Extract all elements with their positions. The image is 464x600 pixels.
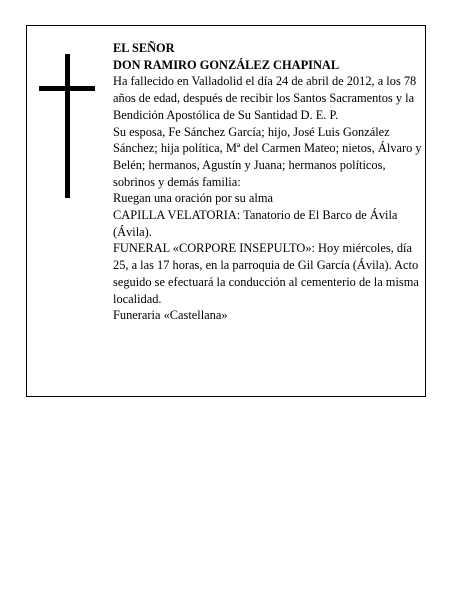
funeral-home: Funeraria «Castellana» <box>113 308 228 323</box>
cross-vertical-bar <box>65 54 70 198</box>
latin-cross-icon <box>39 54 95 198</box>
prayer-request: Ruegan una oración por su alma <box>113 191 273 206</box>
obituary-notice <box>26 25 426 397</box>
wake-chapel-info: CAPILLA VELATORIA: Tanatorio de El Barco de Ávila (Ávila). <box>113 208 398 239</box>
death-announcement: Ha fallecido en Valladolid el día 24 de abril de 2012, a los 78 años de edad, después de recibir los Santos Sacramentos y la Bendición Apostólica de Su Santidad D. E. P. <box>113 74 417 122</box>
notice-text <box>113 40 425 324</box>
deceased-name: DON RAMIRO GONZÁLEZ CHAPINAL <box>113 57 340 72</box>
funeral-info: FUNERAL «CORPORE INSEPULTO»: Hoy miércoles, día 25, a las 17 horas, en la parroquia de Gil García (Ávila). Acto seguido se efectuará la conducción al cementerio de la misma localidad. <box>113 241 419 306</box>
cross-horizontal-bar <box>39 86 95 91</box>
notice-title-line-1: EL SEÑOR <box>113 41 175 55</box>
family-list: Su esposa, Fe Sánchez García; hijo, José Luis González Sánchez; hija política, Mª del Carmen Mateo; nietos, Álvaro y Belén; hermanos, Agustín y Juana; hermanos políticos, sobrinos y demás familia: <box>113 124 422 189</box>
